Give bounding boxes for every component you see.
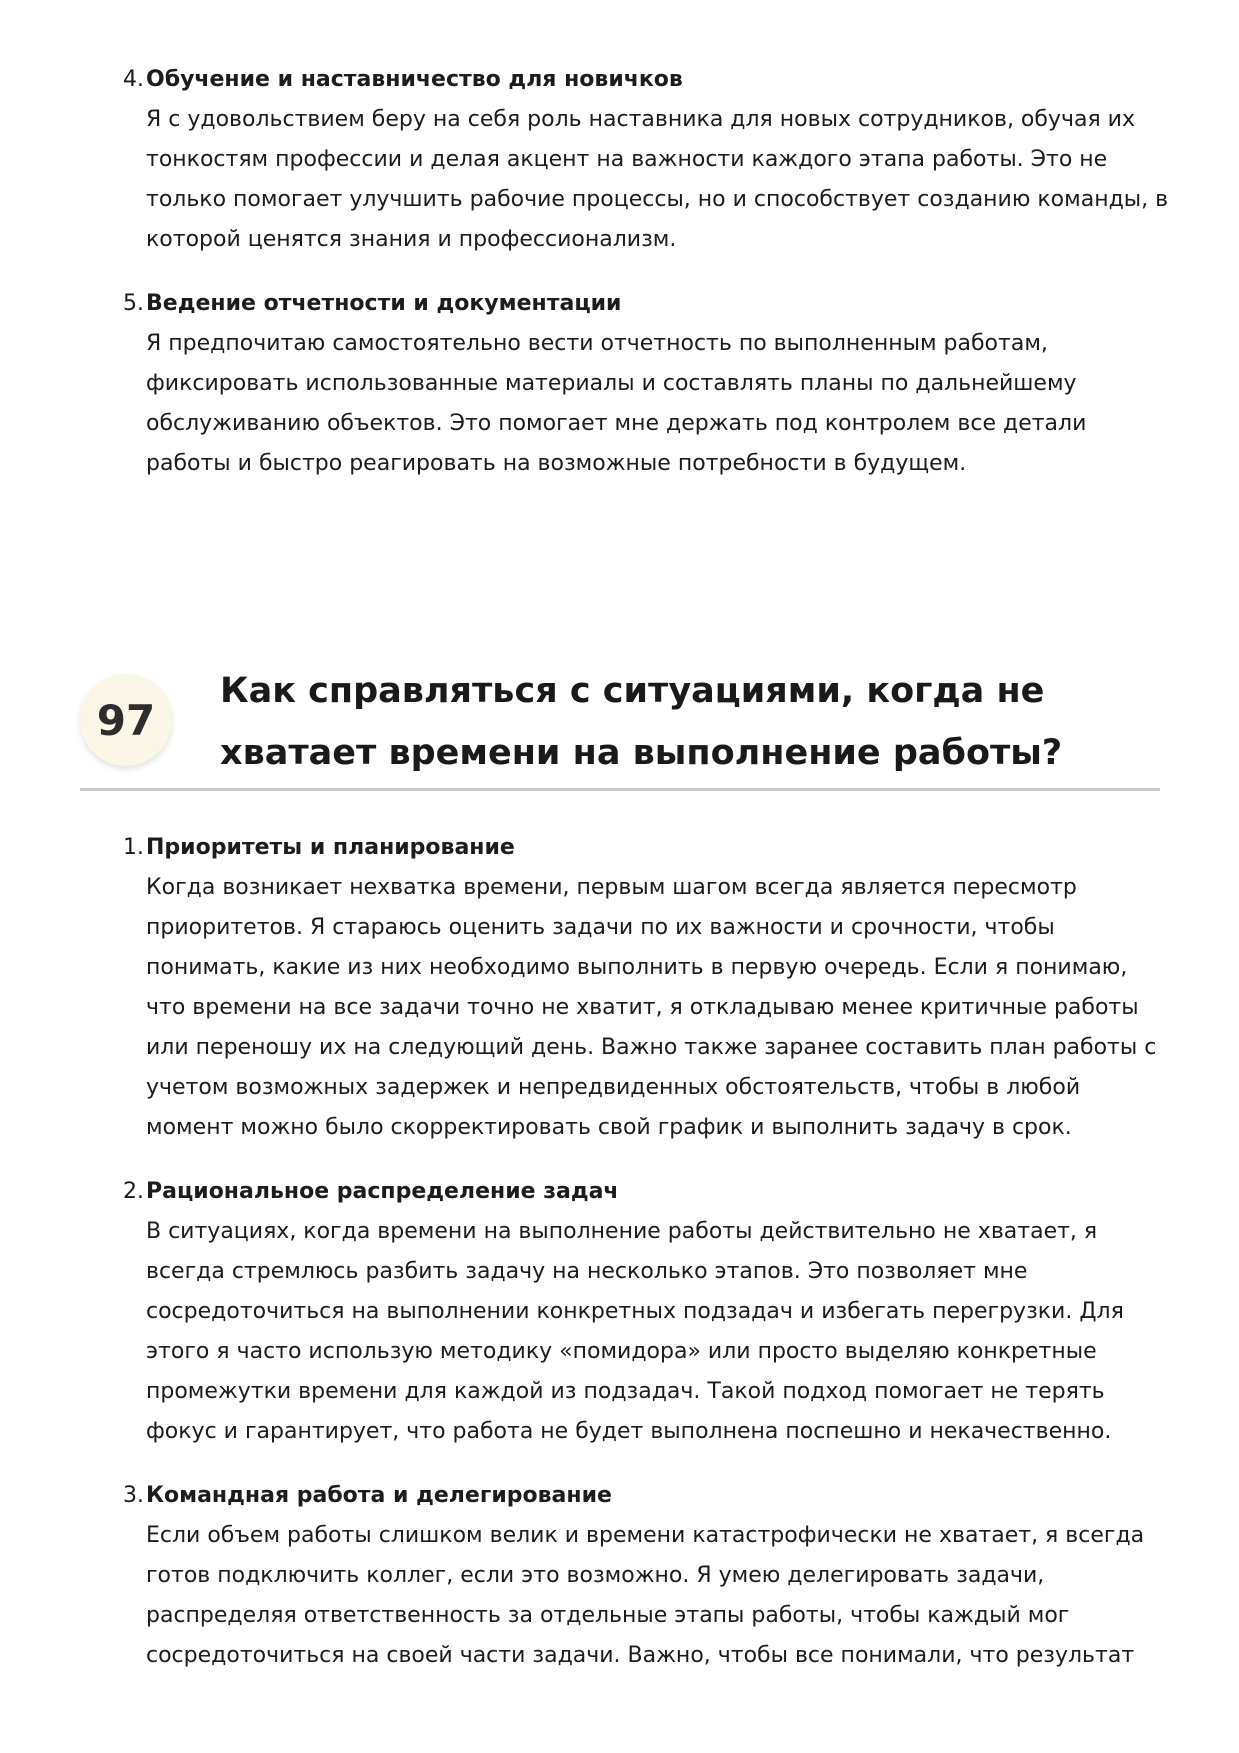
item-body: В ситуациях, когда времени на выполнение работы действительно не хватает, я всегда стремлюсь разбить задачу на несколько этапов. Это позволяет мне сосредоточиться на выполнении конкретных подзадач и избегать перегрузки. Для этого я часто использую методику «помидора» или просто выделяю конкретные промежутки времени для каждой из подзадач. Такой подход помогает не терять фокус и гарантирует, что работа не будет выполнена поспешно и некачественно. bbox=[146, 1219, 1124, 1444]
question-number-badge: 97 bbox=[80, 674, 172, 766]
list-item bbox=[110, 1476, 1170, 1676]
list-item bbox=[110, 284, 1170, 484]
item-number: 2. bbox=[123, 1179, 144, 1204]
item-title: Рациональное распределение задач bbox=[146, 1179, 619, 1204]
section-list bbox=[110, 828, 1170, 1700]
item-number: 4. bbox=[123, 67, 144, 92]
list-item bbox=[110, 828, 1170, 1148]
item-body: Когда возникает нехватка времени, первым шагом всегда является пересмотр приоритетов. Я стараюсь оценить задачи по их важности и срочности, чтобы понимать, какие из них необходимо выполнить в первую очередь. Если я понимаю, что времени на все задачи точно не хватит, я откладываю менее критичные работы или переношу их на следующий день. Важно также заранее составить план работы с учетом возможных задержек и непредвиденных обстоятельств, чтобы в любой момент можно было скорректировать свой график и выполнить задачу в срок. bbox=[146, 875, 1157, 1140]
item-number: 1. bbox=[123, 835, 144, 860]
item-body: Я с удовольствием беру на себя роль наставника для новых сотрудников, обучая их тонкостям профессии и делая акцент на важности каждого этапа работы. Это не только помогает улучшить рабочие процессы, но и способствует созданию команды, в которой ценятся знания и профессионализм. bbox=[146, 107, 1169, 252]
item-body: Я предпочитаю самостоятельно вести отчетность по выполненным работам, фиксировать использованные материалы и составлять планы по дальнейшему обслуживанию объектов. Это помогает мне держать под контролем все детали работы и быстро реагировать на возможные потребности в будущем. bbox=[146, 331, 1087, 476]
item-title: Командная работа и делегирование bbox=[146, 1483, 612, 1508]
item-title: Приоритеты и планирование bbox=[146, 835, 515, 860]
item-number: 3. bbox=[123, 1483, 144, 1508]
item-title: Обучение и наставничество для новичков bbox=[146, 67, 683, 92]
list-item bbox=[110, 1172, 1170, 1452]
section-divider bbox=[80, 788, 1160, 791]
item-title: Ведение отчетности и документации bbox=[146, 291, 622, 316]
section-header bbox=[80, 660, 1160, 790]
item-number: 5. bbox=[123, 291, 144, 316]
item-body: Если объем работы слишком велик и времени катастрофически не хватает, я всегда готов подключить коллег, если это возможно. Я умею делегировать задачи, распределяя ответственность за отдельные этапы работы, чтобы каждый мог сосредоточиться на своей части задачи. Важно, чтобы все понимали, что результат bbox=[146, 1523, 1145, 1668]
list-item bbox=[110, 60, 1170, 260]
continued-list bbox=[110, 60, 1170, 508]
section-title: Как справляться с ситуациями, когда не хватает времени на выполнение работы? bbox=[220, 671, 1063, 773]
